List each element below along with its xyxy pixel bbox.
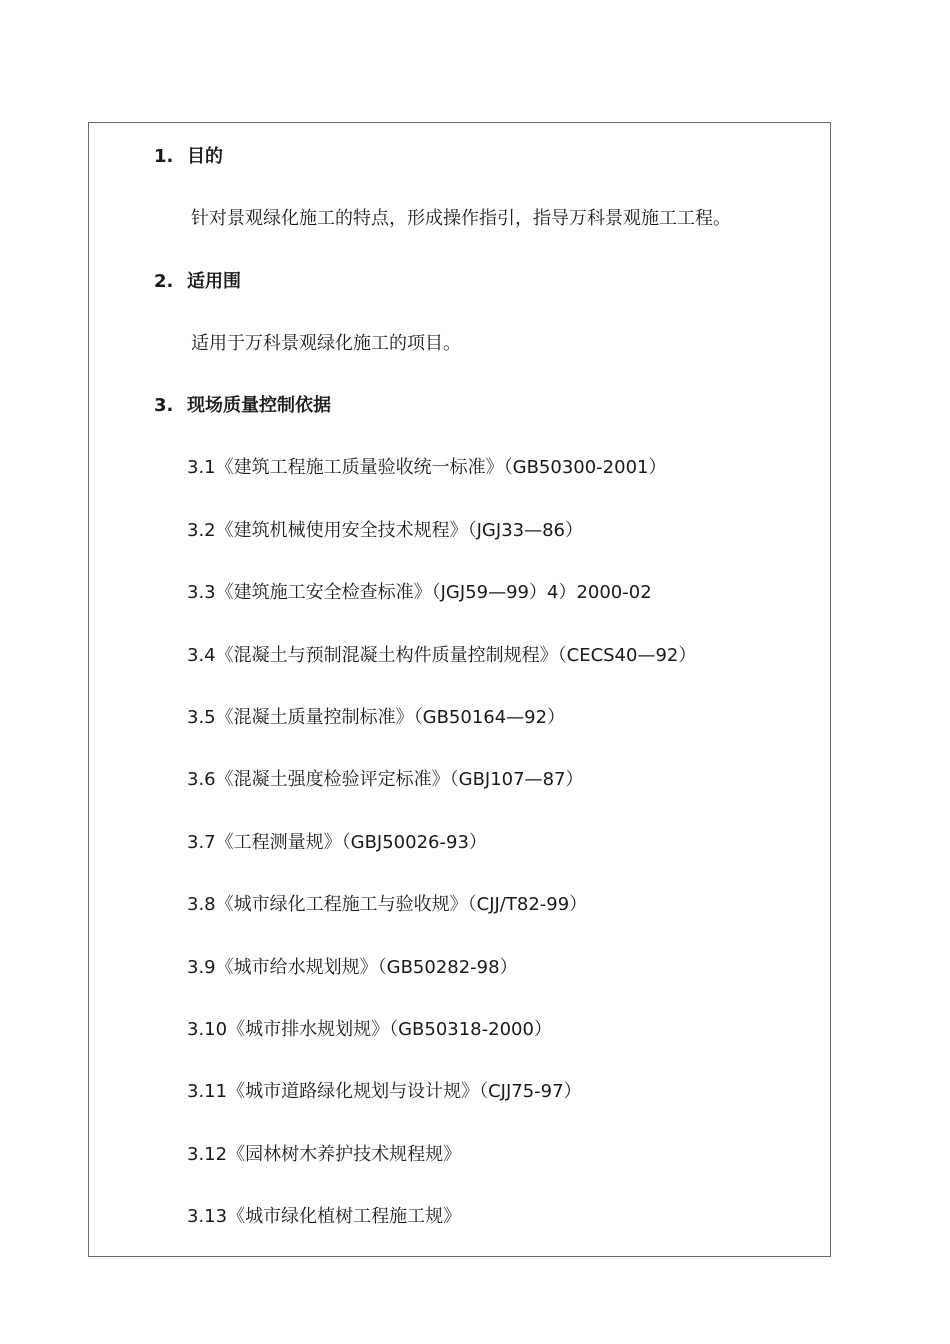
standard-list-item: 3.10《城市排水规划规》（GB50318-2000） [187, 1019, 552, 1040]
standard-list-item: 3.9《城市给水规划规》（GB50282-98） [187, 957, 518, 978]
standard-list-item: 3.7《工程测量规》（GBJ50026-93） [187, 832, 487, 853]
standard-list-item: 3.3《建筑施工安全检查标准》（JGJ59—99）4）2000-02 [187, 582, 652, 603]
standard-list-item: 3.5《混凝土质量控制标准》（GB50164—92） [187, 707, 566, 728]
section-number: 2. [154, 271, 174, 292]
section-title: 目的 [187, 146, 223, 167]
standard-list-item: 3.4《混凝土与预制混凝土构件质量控制规程》（CECS40—92） [187, 645, 697, 666]
section-body-purpose: 针对景观绿化施工的特点，形成操作指引，指导万科景观施工工程。 [191, 208, 731, 229]
section-heading-purpose [154, 145, 223, 169]
standard-list-item: 3.12《园林树木养护技术规程规》 [187, 1144, 462, 1165]
section-heading-scope [154, 270, 241, 294]
standard-list-item: 3.13《城市绿化植树工程施工规》 [187, 1206, 462, 1227]
section-heading-basis [154, 394, 331, 418]
section-title: 现场质量控制依据 [187, 395, 331, 416]
standard-list-item: 3.6《混凝土强度检验评定标准》（GBJ107—87） [187, 769, 584, 790]
section-number: 3. [154, 395, 174, 416]
section-body-scope: 适用于万科景观绿化施工的项目。 [191, 333, 461, 354]
section-number: 1. [154, 146, 174, 167]
section-title: 适用围 [187, 271, 241, 292]
standard-list-item: 3.11《城市道路绿化规划与设计规》（CJJ75-97） [187, 1081, 582, 1102]
standard-list-item: 3.8《城市绿化工程施工与验收规》（CJJ/T82-99） [187, 894, 588, 915]
standard-list-item: 3.1《建筑工程施工质量验收统一标准》（GB50300-2001） [187, 457, 667, 478]
standard-list-item: 3.2《建筑机械使用安全技术规程》（JGJ33—86） [187, 520, 583, 541]
